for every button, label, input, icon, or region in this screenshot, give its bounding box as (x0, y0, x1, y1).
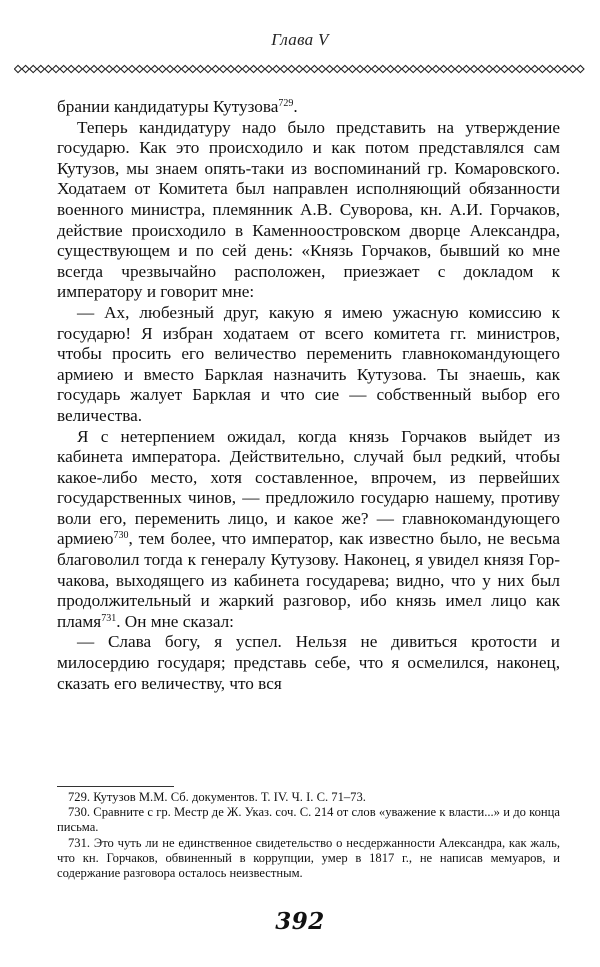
paragraph-text: — Ах, любезный друг, какую я имею ужасную комиссию к государю! Я избран ходатаем от всего комитета гг. министров, чтобы просить его величество переменить главнокомандующего армиею и вместо Барклая назначить Кутузова. Ты знаешь, как государь жалует Барклая и что сие — собственный выбор его величества. (57, 302, 560, 425)
paragraph-text: , тем более, что император, как известно было, не весьма благоволил тогда к генералу Кутузову. Наконец, я увидел князя Горчакова, выходящего из кабинета государева; видно, что у них был продолжительный и жаркий разговор, ибо князь имел лицо как пламя (57, 529, 560, 631)
running-head-chapter-title: Глава V (271, 30, 329, 49)
footnotes-section (57, 790, 560, 881)
paragraph-text: . Он мне сказал: (116, 611, 234, 631)
paragraph-text: Теперь кандидатуру надо было представить на утверждение государю. Как это происходило и как потом представлялся сам Кутузов, мы знаем опять-таки из воспоминаний гр. Комаровского. Ходатаем от Комитета был направлен исполняющий обязанности военного министра, племянник А.В. Суворова, кн. А.И. Горчаков, действие происходило в Каменноостровском дворце Александра, существующем и по сей день: «Князь Горчаков, бывший ко мне всегда чрезвычайно расположен, приезжает с докладом к императору и говорит мне: (57, 117, 560, 302)
footnote-reference-marker[interactable]: 730 (113, 530, 129, 542)
body-paragraph (57, 97, 560, 118)
paragraph-text: брании кандидатуры Кутузова (57, 97, 279, 116)
footnote-730: 730. Сравните с гр. Местр де Ж. Указ. соч. С. 214 от слов «уважение к власти...» и до конца письма. (57, 805, 560, 835)
footnote-reference-marker[interactable]: 729 (278, 98, 294, 109)
main-body-text (57, 97, 560, 694)
page-number: 392 (275, 908, 325, 935)
footnote-729: 729. Кутузов М.М. Сб. документов. Т. IV. Ч. I. С. 71–73. (68, 790, 366, 804)
paragraph-text: . (293, 97, 298, 116)
paragraph-text: — Слава богу, я успел. Нельзя не дивиться кротости и милосердию государя; представь себе, что я осмелился, наконец, сказать его величеству, что вся (57, 632, 560, 693)
footnote-reference-marker[interactable]: 731 (101, 612, 117, 624)
body-paragraph (57, 427, 560, 633)
diamond-chain-ornament-divider (14, 64, 588, 74)
body-paragraph (57, 303, 560, 427)
body-paragraph (57, 632, 560, 694)
body-paragraph (57, 118, 560, 303)
footnote-731: 731. Это чуть ли не единственное свидетельство о несдержанности Александра, как жаль, что кн. Горчаков, обвиненный в коррупции, умер в 1817 г., не написав мемуаров, и содержание разговора осталось неизвестным. (57, 835, 560, 881)
paragraph-text: Я с нетерпением ожидал, когда князь Горчаков выйдет из кабинета императора. Действительно, случай был редкий, чтобы какое-либо место, хотя составленное, впрочем, из первейших государственных чинов, — предложило государю нашему, противу воли его, переменить лицо, и какое же? — главнокомандующего армиею (57, 426, 560, 549)
footnote-separator-rule (57, 786, 174, 787)
